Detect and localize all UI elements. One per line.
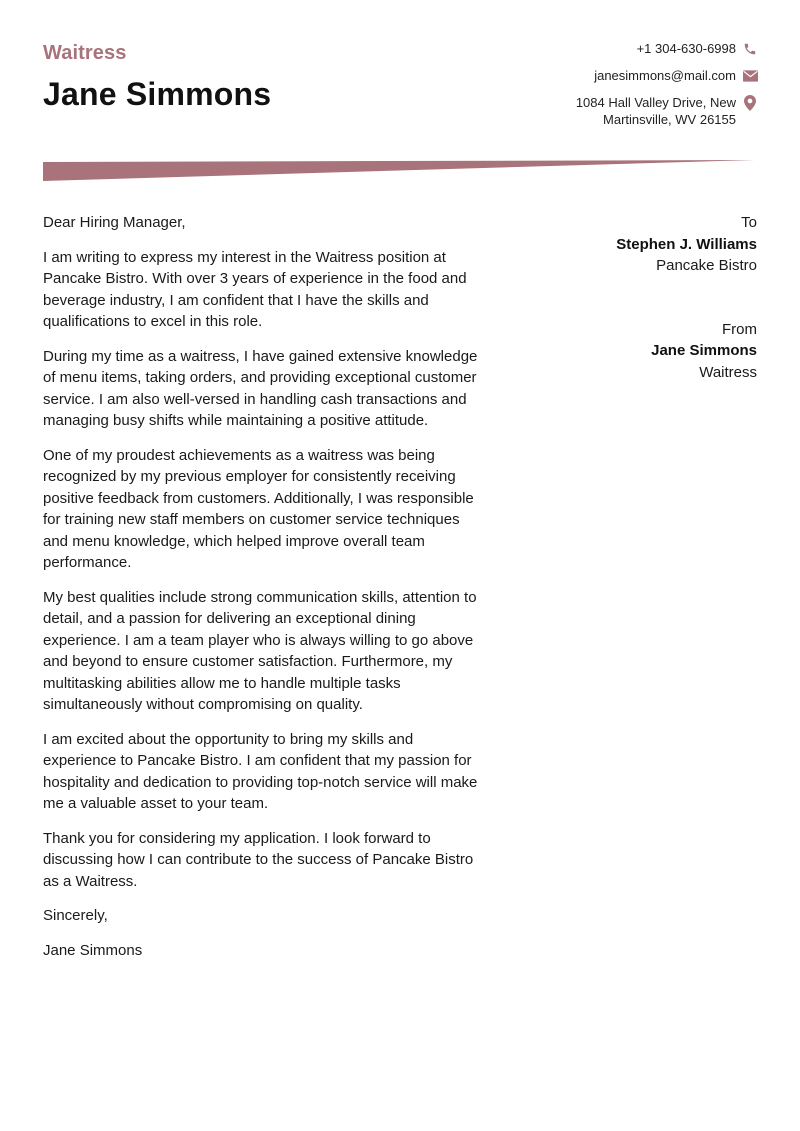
letter-paragraph: Thank you for considering my application. I look forward to discussing how I can contribute to the success of Pancake Bistro as a Waitress. — [43, 829, 474, 890]
contact-phone — [458, 40, 758, 57]
letter-signature: Jane Simmons — [43, 941, 143, 959]
header-accent-band — [43, 158, 755, 187]
recipient-label: To — [741, 214, 757, 231]
address-sidebar — [527, 212, 757, 425]
sender-name: Jane Simmons — [651, 342, 757, 359]
letter-paragraph: I am writing to express my interest in the Waitress position at Pancake Bistro. With over 3 years of experience in the food and beverage industry, I am confident that I have the skills and qualifications to excel in this role. — [43, 248, 467, 330]
contact-email — [458, 67, 758, 84]
letter-paragraph: My best qualities include strong communication skills, attention to detail, and a passion for delivering an exceptional dining experience. I am a team player who is always willing to go above and beyond to ensure customer satisfaction. Furthermore, my multitasking abilities allow me to handle multiple tasks simultaneously without compromising on quality. — [43, 588, 477, 713]
sender-block — [527, 319, 757, 384]
letter-paragraph: During my time as a waitress, I have gained extensive knowledge of menu items, taking orders, and providing exceptional customer service. I am also well-versed in handling cash transactions and managing busy shifts while maintaining a positive attitude. — [43, 347, 478, 429]
address-text: 1084 Hall Valley Drive, New Martinsville, WV 26155 — [575, 95, 736, 127]
contact-address — [458, 94, 758, 128]
letter-paragraph: One of my proudest achievements as a waitress was being recognized by my previous employer for consistently receiving positive feedback from customers. Additionally, I was responsible for training new staff members on customer service techniques and menu knowledge, which helped improve overall team performance. — [43, 446, 474, 571]
applicant-name: Jane Simmons — [43, 76, 272, 112]
phone-text: +1 304-630-6998 — [636, 41, 736, 56]
phone-icon — [742, 41, 758, 57]
recipient-name: Stephen J. Williams — [616, 235, 757, 253]
email-text: janesimmons@mail.com — [594, 68, 736, 83]
job-title: Waitress — [43, 42, 127, 64]
sender-label: From — [722, 320, 757, 338]
recipient-company: Pancake Bistro — [656, 257, 757, 274]
letter-greeting: Dear Hiring Manager, — [43, 214, 186, 231]
letter-body — [43, 212, 488, 974]
recipient-block — [527, 212, 757, 277]
letter-closing: Sincerely, — [43, 907, 108, 924]
envelope-icon — [742, 68, 758, 84]
sender-title: Waitress — [699, 363, 757, 381]
letter-paragraph: I am excited about the opportunity to bring my skills and experience to Pancake Bistro. I am confident that my passion for hospitality and dedication to providing top-notch service will make me a valuable asset to your team. — [43, 730, 478, 812]
contact-info — [458, 40, 758, 138]
location-pin-icon — [742, 95, 758, 111]
